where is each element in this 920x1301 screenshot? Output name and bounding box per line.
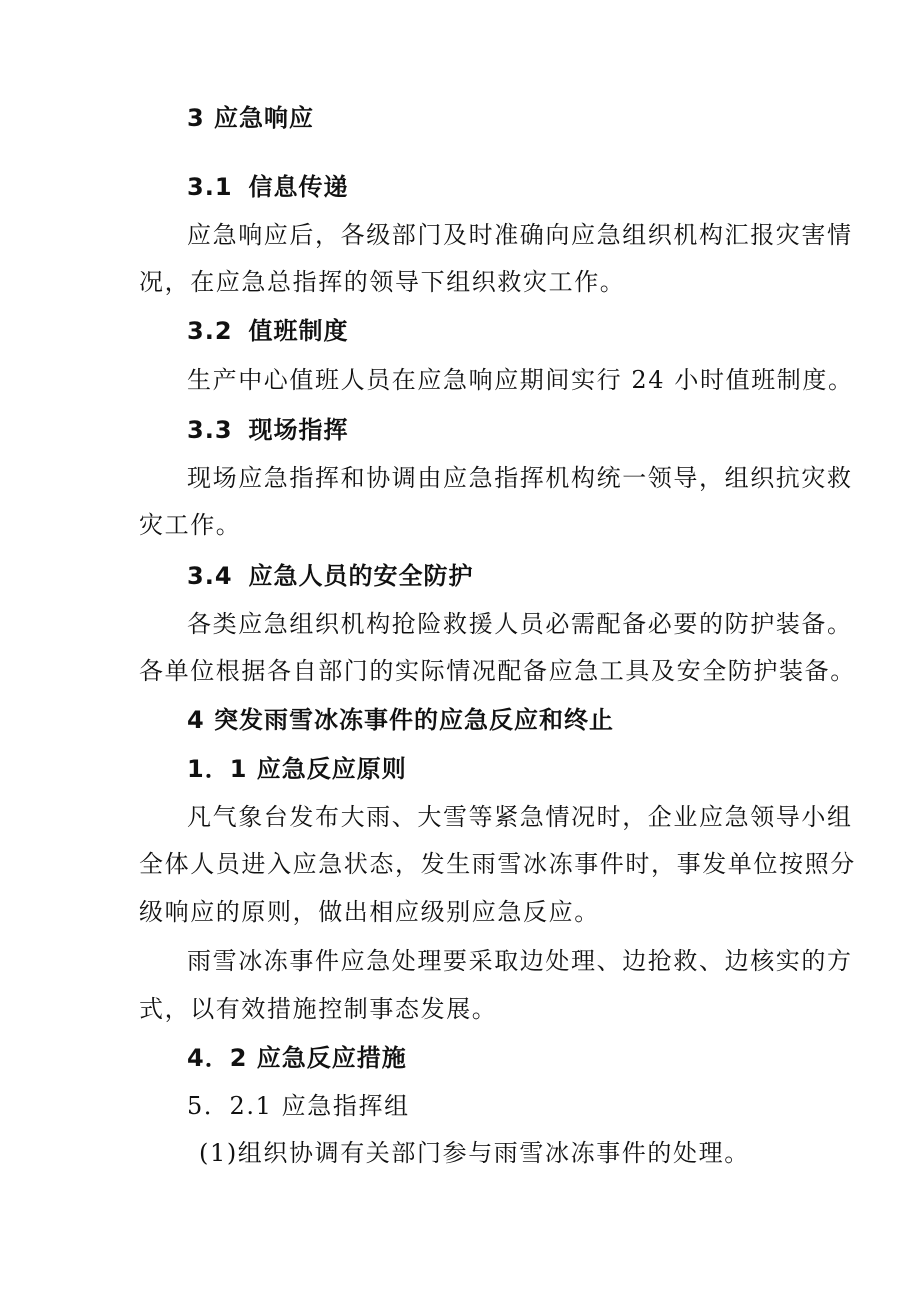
paragraph-line: 全体人员进入应急状态，发生雨雪冰冻事件时，事发单位按照分 (139, 850, 856, 878)
section-title: 现场指挥 (248, 416, 349, 444)
section-number: 3.1 (187, 173, 233, 201)
paragraph-line: 级响应的原则，做出相应级别应急反应。 (139, 898, 600, 926)
paragraph-line: 现场应急指挥和协调由应急指挥机构统一领导，组织抗灾救 (187, 464, 853, 492)
section-heading-4-1: 1．1 应急反应原则 (187, 755, 407, 783)
section-title: 应急人员的安全防护 (248, 562, 474, 590)
paragraph-line: 应急响应后，各级部门及时准确向应急组织机构汇报灾害情 (187, 221, 853, 249)
paragraph-line: 灾工作。 (139, 511, 242, 539)
section-number: 3.4 (187, 562, 233, 590)
section-heading-3-1 (187, 172, 349, 202)
section-number: 3.2 (187, 317, 233, 345)
paragraph-line: 式，以有效措施控制事态发展。 (139, 995, 498, 1023)
section-title: 信息传递 (248, 173, 349, 201)
section-heading-3-3 (187, 415, 349, 445)
paragraph-line: 各类应急组织机构抢险救援人员必需配备必要的防护装备。 (187, 610, 853, 638)
section-heading-3-4 (187, 561, 474, 591)
list-item: (1)组织协调有关部门参与雨雪冰冻事件的处理。 (199, 1139, 750, 1167)
paragraph-line: 雨雪冰冻事件应急处理要采取边处理、边抢救、边核实的方 (187, 947, 853, 975)
paragraph-line: 凡气象台发布大雨、大雪等紧急情况时，企业应急领导小组 (187, 803, 853, 831)
section-title: 值班制度 (248, 317, 349, 345)
section-heading-4: 4 突发雨雪冰冻事件的应急反应和终止 (187, 706, 615, 734)
paragraph-line: 各单位根据各自部门的实际情况配备应急工具及安全防护装备。 (139, 657, 856, 685)
paragraph-line: 况，在应急总指挥的领导下组织救灾工作。 (139, 268, 626, 296)
section-heading-4-2: 4．2 应急反应措施 (187, 1044, 407, 1072)
section-number: 3.3 (187, 416, 233, 444)
subsection-heading-5-2-1: 5．2.1 应急指挥组 (187, 1092, 410, 1120)
paragraph-line: 生产中心值班人员在应急响应期间实行 24 小时值班制度。 (187, 366, 854, 394)
section-heading-3-2 (187, 316, 349, 346)
section-heading-3: 3 应急响应 (187, 104, 315, 132)
